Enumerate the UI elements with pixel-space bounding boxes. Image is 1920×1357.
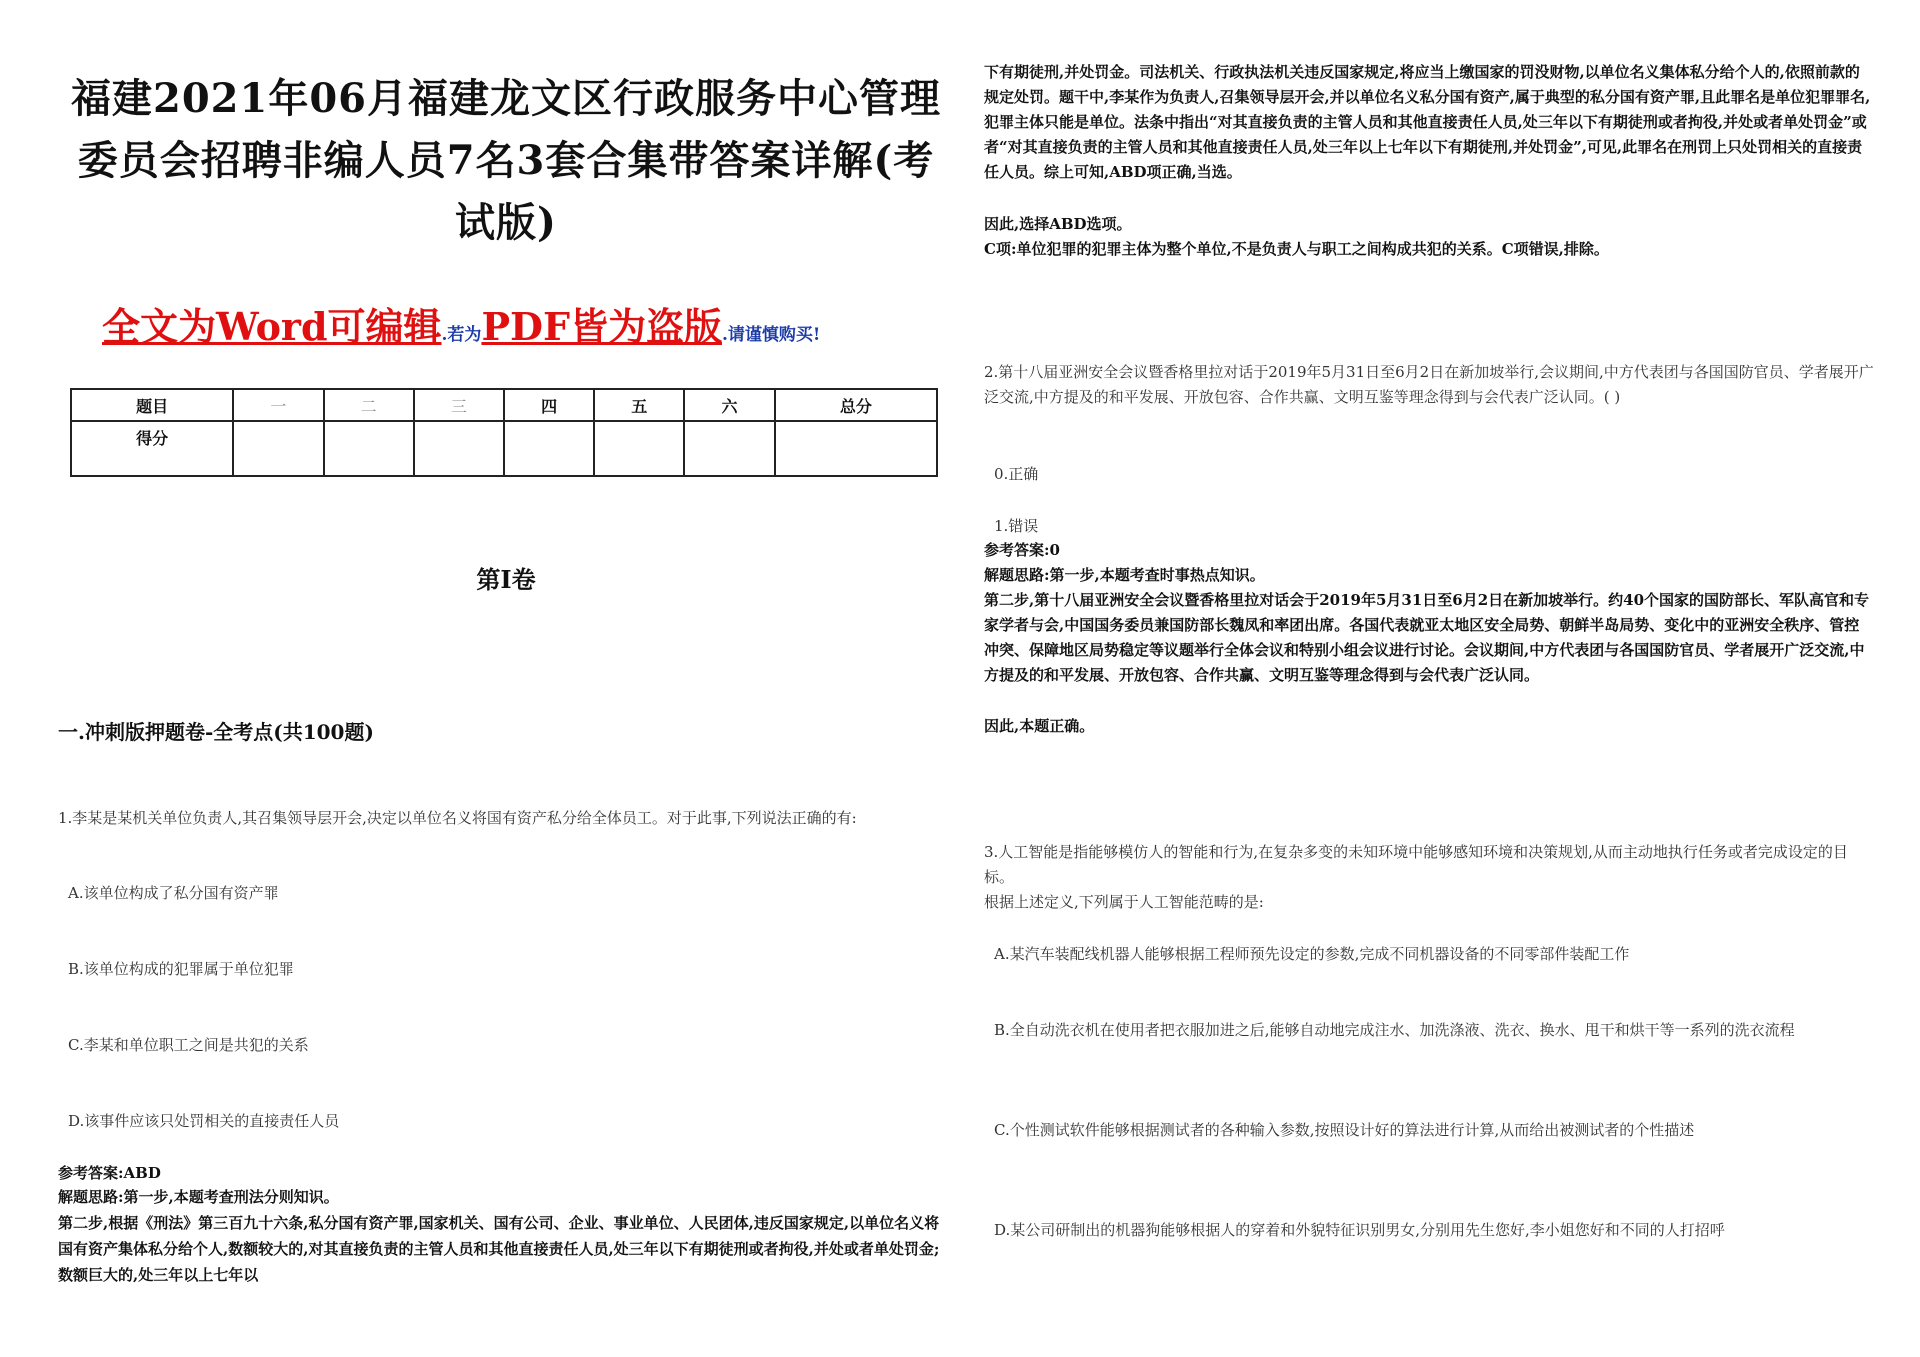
score-header-cell: 一	[233, 389, 323, 421]
question-2-answer: 参考答案:0	[984, 541, 1060, 559]
score-cell	[684, 421, 774, 476]
question-1-analysis-body: 第二步,根据《刑法》第三百九十六条,私分国有资产罪,国家机关、国有公司、企业、事业单位、人民团体,违反国家规定,以单位名义将国有资产集体私分给个人,数额较大的,对其直接负责的主管人员和其他直接责任人员,处三年以下有期徒刑或者拘役,并处或者单处罚金;数额巨大的,处三年以上七年以	[58, 1214, 940, 1284]
question-2-option-1: 1.错误	[994, 517, 1039, 535]
question-1-option-d: D.该事件应该只处罚相关的直接责任人员	[68, 1112, 340, 1130]
score-table-header-row	[71, 389, 937, 421]
notice-separator: .若为	[441, 325, 482, 345]
question-3-option-d: D.某公司研制出的机器狗能够根据人的穿着和外貌特征识别男女,分别用先生您好,李小姐您好和不同的人打招呼	[994, 1221, 1725, 1239]
question-2-stem: 2.第十八届亚洲安全会议暨香格里拉对话于2019年5月31日至6月2日在新加坡举行,会议期间,中方代表团与各国国防官员、学者展开广泛交流,中方提及的和平发展、开放包容、合作共赢、文明互鉴等理念得到与会代表广泛认同。( )	[984, 363, 1874, 406]
question-1-conclusion: 因此,选择ABD选项。	[984, 215, 1132, 233]
question-2-option-0: 0.正确	[994, 465, 1039, 483]
question-3-stem: 3.人工智能是指能够模仿人的智能和行为,在复杂多变的未知环境中能够感知环境和决策规划,从而主动地执行任务或者完成设定的目标。	[984, 843, 1848, 886]
question-1-stem: 1.李某是某机关单位负责人,其召集领导层开会,决定以单位名义将国有资产私分给全体员工。对于此事,下列说法正确的有:	[58, 809, 857, 827]
question-3-stem-2: 根据上述定义,下列属于人工智能范畴的是:	[984, 893, 1264, 911]
question-2-conclusion: 因此,本题正确。	[984, 717, 1095, 735]
edit-notice	[102, 296, 952, 351]
score-header-cell: 三	[414, 389, 504, 421]
question-2-analysis-body: 第二步,第十八届亚洲安全会议暨香格里拉对话会于2019年5月31日至6月2日在新加坡举行。约40个国家的国防部长、军队高官和专家学者与会,中国国务委员兼国防部长魏凤和率团出席。各国代表就亚太地区安全局势、朝鲜半岛局势、变化中的亚洲安全秩序、管控冲突、保障地区局势稳定等议题举行全体会议和特别小组会议进行讨论。会议期间,中方代表团与各国国防官员、学者展开广泛交流,中方提及的和平发展、开放包容、合作共赢、文明互鉴等理念得到与会代表广泛认同。	[984, 591, 1870, 684]
volume-heading: 第Ⅰ卷	[476, 565, 536, 594]
score-header-cell: 总分	[775, 389, 937, 421]
score-cell	[775, 421, 937, 476]
notice-pdf-piracy: PDF皆为盗版	[481, 304, 722, 349]
score-cell	[504, 421, 594, 476]
score-table	[70, 388, 938, 477]
question-2-analysis-head: 解题思路:第一步,本题考查时事热点知识。	[984, 566, 1265, 584]
question-3-option-c: C.个性测试软件能够根据测试者的各种输入参数,按照设计好的算法进行计算,从而给出被测试者的个性描述	[994, 1121, 1695, 1139]
question-1-analysis-continued: 下有期徒刑,并处罚金。司法机关、行政执法机关违反国家规定,将应当上缴国家的罚没财物,以单位名义集体私分给个人的,依照前款的规定处罚。题干中,李某作为负责人,召集领导层开会,并以单位名义私分国有资产,属于典型的私分国有资产罪,且此罪名是单位犯罪罪名,犯罪主体只能是单位。法条中指出“对其直接负责的主管人员和其他直接责任人员,处三年以下有期徒刑或者拘役,并处或者单处罚金”或者“对其直接负责的主管人员和其他直接责任人员,处三年以上七年以下有期徒刑,并处罚金”,可见,此罪名在刑罚上只处罚相关的直接责任人员。综上可知,ABD项正确,当选。	[984, 63, 1871, 181]
question-3-option-a: A.某汽车装配线机器人能够根据工程师预先设定的参数,完成不同机器设备的不同零部件装配工作	[994, 945, 1630, 963]
score-cell	[324, 421, 414, 476]
question-1-option-b: B.该单位构成的犯罪属于单位犯罪	[68, 960, 294, 978]
score-header-cell: 五	[594, 389, 684, 421]
score-table-score-row	[71, 421, 937, 476]
score-cell	[414, 421, 504, 476]
score-header-cell: 二	[324, 389, 414, 421]
question-3-option-b: B.全自动洗衣机在使用者把衣服加进之后,能够自动地完成注水、加洗涤液、洗衣、换水、甩干和烘干等一系列的洗衣流程	[994, 1021, 1795, 1039]
notice-tail: .请谨慎购买!	[721, 325, 821, 345]
score-header-cell: 六	[684, 389, 774, 421]
score-header-cell: 题目	[71, 389, 233, 421]
score-cell	[594, 421, 684, 476]
notice-word-editable: 全文为Word可编辑	[102, 304, 442, 349]
question-1-option-a: A.该单位构成了私分国有资产罪	[68, 884, 279, 902]
document-title: 福建2021年06月福建龙文区行政服务中心管理委员会招聘非编人员7名3套合集带答案详解(考试版)	[71, 75, 941, 246]
section-heading: 一.冲刺版押题卷-全考点(共100题)	[58, 720, 374, 744]
score-header-cell: 四	[504, 389, 594, 421]
question-1-answer: 参考答案:ABD	[58, 1164, 161, 1182]
question-1-option-c: C.李某和单位职工之间是共犯的关系	[68, 1036, 309, 1054]
question-1-option-c-note: C项:单位犯罪的犯罪主体为整个单位,不是负责人与职工之间构成共犯的关系。C项错误,排除。	[984, 240, 1609, 258]
question-1-analysis-head: 解题思路:第一步,本题考查刑法分则知识。	[58, 1188, 339, 1206]
score-row-label: 得分	[71, 421, 233, 476]
score-cell	[233, 421, 323, 476]
